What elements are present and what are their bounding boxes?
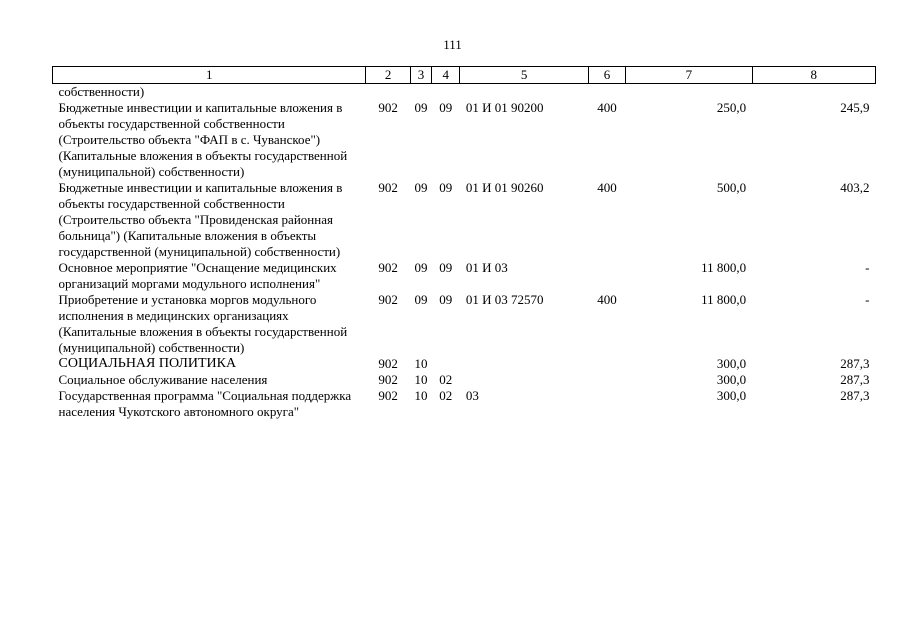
table-row bbox=[53, 356, 876, 372]
row-expense-type bbox=[588, 84, 625, 101]
row-executed-amount: 287,3 bbox=[840, 356, 870, 371]
row-executed-amount: 287,3 bbox=[840, 372, 870, 387]
row-planned-amount bbox=[626, 84, 752, 101]
row-name: Бюджетные инвестиции и капитальные вложения в объекты государственной собственности (Строительство объекта "ФАП в с. Чуванское") (Капитальные вложения в объекты государственной (муниципальной) собственности) bbox=[58, 100, 348, 179]
row-name: Социальное обслуживание населения bbox=[58, 372, 268, 387]
row-expense-type: 400 bbox=[597, 180, 617, 195]
column-number-5: 5 bbox=[460, 67, 588, 84]
table-header bbox=[53, 67, 876, 84]
row-subsection-code bbox=[432, 84, 460, 101]
row-expense-type: 400 bbox=[597, 292, 617, 307]
row-target-article: 03 bbox=[465, 388, 479, 403]
row-target-article: 01 И 03 72570 bbox=[465, 292, 544, 307]
row-target-article bbox=[460, 356, 588, 372]
row-expense-type bbox=[588, 356, 625, 372]
row-name: Основное мероприятие "Оснащение медицинских организаций моргами модульного исполнения" bbox=[58, 260, 337, 291]
row-expense-type bbox=[588, 388, 625, 420]
row-target-article bbox=[460, 372, 588, 388]
row-section-code: 10 bbox=[414, 356, 428, 371]
column-number-1: 1 bbox=[53, 67, 366, 84]
row-subsection-code: 02 bbox=[439, 372, 453, 387]
row-executed-amount: - bbox=[865, 260, 870, 275]
row-executed-amount: - bbox=[865, 292, 870, 307]
row-planned-amount: 250,0 bbox=[716, 100, 747, 115]
row-subsection-code: 09 bbox=[439, 100, 453, 115]
row-name: Приобретение и установка моргов модульного исполнения в медицинских организациях (Капитальные вложения в объекты государственной (муниципальной) собственности) bbox=[58, 292, 348, 355]
row-executed-amount: 403,2 bbox=[840, 180, 870, 195]
row-ministry-code: 902 bbox=[378, 180, 398, 195]
row-section-code: 09 bbox=[414, 100, 428, 115]
row-target-article: 01 И 01 90200 bbox=[465, 100, 544, 115]
column-number-4: 4 bbox=[432, 67, 460, 84]
row-expense-type: 400 bbox=[597, 100, 617, 115]
row-planned-amount: 11 800,0 bbox=[701, 260, 747, 275]
row-target-article bbox=[460, 84, 588, 101]
row-section-code: 09 bbox=[414, 292, 428, 307]
row-executed-amount: 287,3 bbox=[840, 388, 870, 403]
row-subsection-code: 09 bbox=[439, 292, 453, 307]
column-number-2: 2 bbox=[366, 67, 410, 84]
row-subsection-code: 09 bbox=[439, 180, 453, 195]
table-row bbox=[53, 260, 876, 292]
row-target-article: 01 И 01 90260 bbox=[465, 180, 544, 195]
row-planned-amount: 300,0 bbox=[716, 356, 747, 371]
row-ministry-code bbox=[366, 84, 410, 101]
row-expense-type bbox=[588, 372, 625, 388]
table-body bbox=[53, 84, 876, 421]
row-section-code bbox=[410, 84, 431, 101]
table-row bbox=[53, 100, 876, 180]
row-ministry-code: 902 bbox=[378, 388, 398, 403]
column-number-7: 7 bbox=[626, 67, 752, 84]
row-ministry-code: 902 bbox=[378, 260, 398, 275]
row-planned-amount: 500,0 bbox=[716, 180, 747, 195]
row-ministry-code: 902 bbox=[378, 292, 398, 307]
table-row bbox=[53, 292, 876, 356]
table-row bbox=[53, 84, 876, 101]
row-planned-amount: 300,0 bbox=[716, 388, 747, 403]
row-ministry-code: 902 bbox=[378, 356, 398, 371]
column-number-3: 3 bbox=[410, 67, 431, 84]
header-row bbox=[53, 67, 876, 84]
row-executed-amount bbox=[752, 84, 875, 101]
row-expense-type bbox=[588, 260, 625, 292]
column-number-6: 6 bbox=[588, 67, 625, 84]
page-number: 111 bbox=[443, 37, 462, 52]
row-target-article: 01 И 03 bbox=[465, 260, 508, 275]
row-name: Бюджетные инвестиции и капитальные вложения в объекты государственной собственности (Строительство объекта "Провиденская районная больница") (Капитальные вложения в объекты государственной (муниципальной) собственности) bbox=[58, 180, 343, 259]
budget-table bbox=[52, 66, 876, 420]
row-section-code: 10 bbox=[414, 388, 428, 403]
row-planned-amount: 300,0 bbox=[716, 372, 747, 387]
table-row bbox=[53, 388, 876, 420]
table-row bbox=[53, 180, 876, 260]
row-subsection-code: 02 bbox=[439, 388, 453, 403]
row-name: Государственная программа "Социальная поддержка населения Чукотского автономного округа" bbox=[58, 388, 352, 419]
table-row bbox=[53, 372, 876, 388]
row-section-code: 09 bbox=[414, 260, 428, 275]
column-number-8: 8 bbox=[752, 67, 875, 84]
row-subsection-code bbox=[432, 356, 460, 372]
row-planned-amount: 11 800,0 bbox=[701, 292, 747, 307]
row-subsection-code: 09 bbox=[439, 260, 453, 275]
row-ministry-code: 902 bbox=[378, 372, 398, 387]
row-section-code: 10 bbox=[414, 372, 428, 387]
row-ministry-code: 902 bbox=[378, 100, 398, 115]
row-name: собственности) bbox=[58, 84, 145, 99]
row-section-code: 09 bbox=[414, 180, 428, 195]
row-executed-amount: 245,9 bbox=[840, 100, 870, 115]
row-name: СОЦИАЛЬНАЯ ПОЛИТИКА bbox=[58, 356, 237, 371]
